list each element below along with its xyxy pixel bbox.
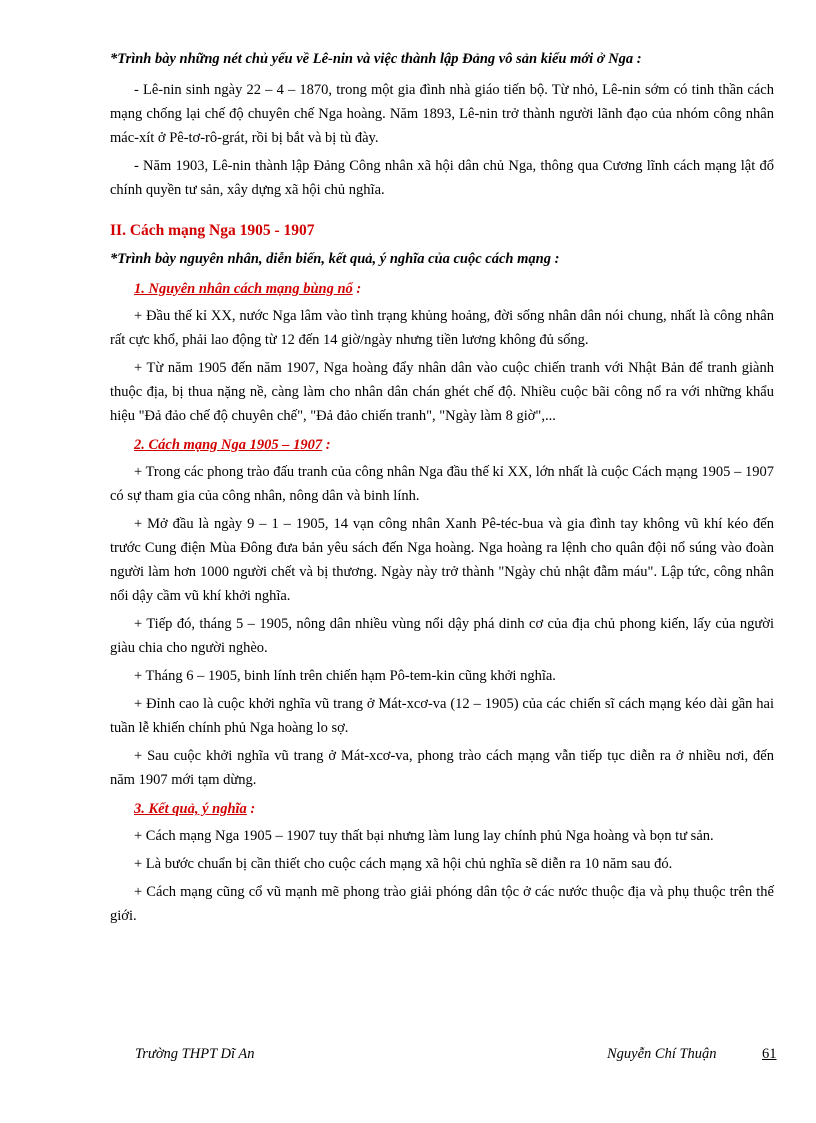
heading-revolution: *Trình bày nguyên nhân, diễn biến, kết quả, ý nghĩa của cuộc cách mạng : xyxy=(110,251,560,267)
subheading-results-colon: : xyxy=(246,801,256,817)
paragraph-events-overview: + Trong các phong trào đấu tranh của công nhân Nga đầu thế kỉ XX, lớn nhất là cuộc Cách mạng 1905 – 1907 có sự tham gia của công nhân, nông dân và binh lính. xyxy=(110,464,774,504)
paragraph-lenin-birth: - Lê-nin sinh ngày 22 – 4 – 1870, trong một gia đình nhà giáo tiến bộ. Từ nhỏ, Lê-nin sớm có tinh thần cách mạng chống lại chế độ chuyên chế Nga hoàng. Năm 1893, Lê-nin trở thành người lãnh đạo của nhóm công nhân mác-xít ở Pê-tơ-rô-grát, rồi bị bắt và bị tù đày. xyxy=(110,82,774,146)
paragraph-movement-continues: + Sau cuộc khởi nghĩa vũ trang ở Mát-xcơ-va, phong trào cách mạng vẫn tiếp tục diễn ra ở nhiều nơi, đến năm 1907 mới tạm dừng. xyxy=(110,748,774,788)
subheading-causes-title: 1. Nguyên nhân cách mạng bùng nổ xyxy=(134,281,353,297)
subheading-events-title: 2. Cách mạng Nga 1905 – 1907 xyxy=(134,437,323,453)
paragraph-result-preparation: + Là bước chuẩn bị cần thiết cho cuộc cách mạng xã hội chủ nghĩa sẽ diễn ra 10 năm sau đó. xyxy=(134,856,673,872)
subheading-results xyxy=(134,798,774,820)
paragraph-bloody-sunday: + Mở đầu là ngày 9 – 1 – 1905, 14 vạn công nhân Xanh Pê-téc-bua và gia đình tay không vũ khí kéo đến trước Cung điện Mùa Đông đưa bản yêu sách đến Nga hoàng. Nga hoàng ra lệnh cho quân đội nổ súng vào đoàn người làm hơn 1000 người chết và bị thương. Ngày này trở thành "Ngày chủ nhật đẫm máu". Lập tức, công nhân nổi dậy cầm vũ khí khởi nghĩa. xyxy=(110,516,774,604)
paragraph-potemkin: + Tháng 6 – 1905, binh lính trên chiến hạm Pô-tem-kin cũng khởi nghĩa. xyxy=(134,668,556,684)
paragraph-result-weakened: + Cách mạng Nga 1905 – 1907 tuy thất bại nhưng làm lung lay chính phủ Nga hoàng và bọn tư sản. xyxy=(134,828,714,844)
paragraph-cause-war: + Từ năm 1905 đến năm 1907, Nga hoàng đẩy nhân dân vào cuộc chiến tranh với Nhật Bản để tranh giành thuộc địa, bị thua nặng nề, càng làm cho nhân dân chán ghét chế độ. Nhiều cuộc bãi công nổ ra với những khẩu hiệu "Đả đảo chế độ chuyên chế", "Đả đảo chiến tranh", "Ngày làm 8 giờ",... xyxy=(110,360,774,424)
subheading-causes-colon: : xyxy=(352,281,362,297)
subheading-results-title: 3. Kết quả, ý nghĩa xyxy=(134,801,247,817)
subheading-revolution-events xyxy=(134,434,774,456)
page-number: 61 xyxy=(762,1046,777,1062)
paragraph-result-inspiration: + Cách mạng cũng cổ vũ mạnh mẽ phong trào giải phóng dân tộc ở các nước thuộc địa và phụ thuộc trên thế giới. xyxy=(110,884,774,924)
paragraph-party-founding: - Năm 1903, Lê-nin thành lập Đảng Công nhân xã hội dân chủ Nga, thông qua Cương lĩnh cách mạng lật đổ chính quyền tư sản, xây dựng xã hội chủ nghĩa. xyxy=(110,158,774,198)
paragraph-cause-crisis: + Đầu thế kỉ XX, nước Nga lâm vào tình trạng khủng hoảng, đời sống nhân dân nói chung, nhất là công nhân rất cực khổ, phải lao động từ 12 đến 14 giờ/ngày nhưng tiền lương không đủ sống. xyxy=(110,308,774,348)
heading-lenin: *Trình bày những nét chủ yếu về Lê-nin và việc thành lập Đảng vô sản kiểu mới ở Nga : xyxy=(110,51,642,67)
subheading-events-colon: : xyxy=(322,437,331,453)
section-title-revolution: II. Cách mạng Nga 1905 - 1907 xyxy=(110,222,315,239)
paragraph-moscow-uprising: + Đỉnh cao là cuộc khởi nghĩa vũ trang ở Mát-xcơ-va (12 – 1905) của các chiến sĩ cách mạng kéo dài gần hai tuần lễ khiến chính phủ Nga hoàng lo sợ. xyxy=(110,696,774,736)
footer-school: Trường THPT Dĩ An xyxy=(135,1046,255,1062)
paragraph-peasant-uprising: + Tiếp đó, tháng 5 – 1905, nông dân nhiều vùng nổi dậy phá dinh cơ của địa chủ phong kiến, lấy của người giàu chia cho người nghèo. xyxy=(110,616,774,656)
footer-author: Nguyễn Chí Thuận xyxy=(607,1046,717,1062)
subheading-causes xyxy=(134,278,774,300)
document-body xyxy=(110,48,774,932)
